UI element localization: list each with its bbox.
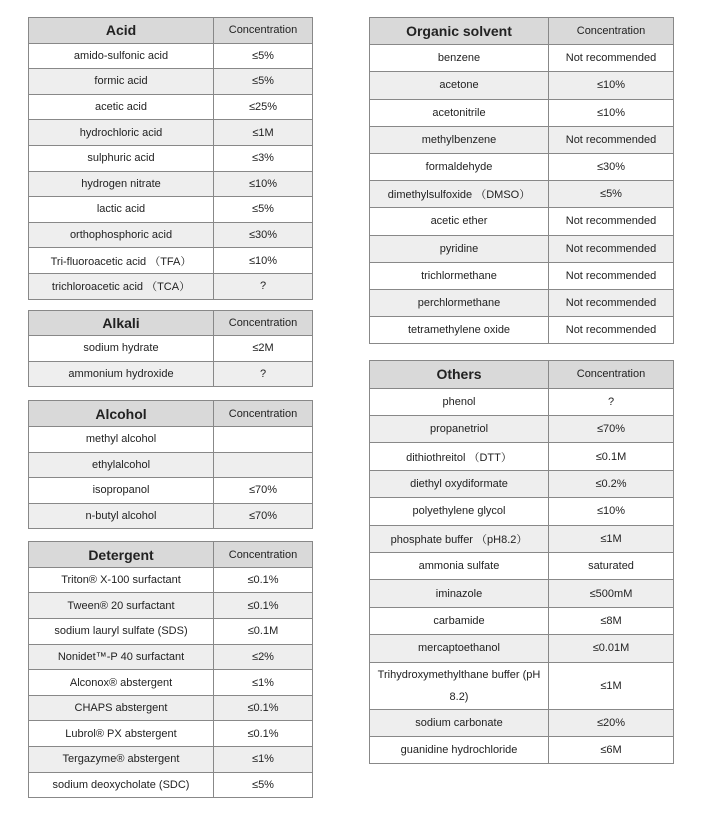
chemical-name: ethylalcohol	[29, 452, 214, 478]
chemical-name: sodium carbonate	[370, 709, 549, 736]
table-row	[370, 443, 674, 470]
table-row	[29, 721, 313, 747]
table-row	[370, 498, 674, 525]
chemical-name: phenol	[370, 388, 549, 415]
chemical-name: sodium deoxycholate (SDC)	[29, 772, 214, 798]
chemical-name: sulphuric acid	[29, 145, 214, 171]
table-row	[29, 361, 313, 387]
chemical-name: guanidine hydrochloride	[370, 736, 549, 763]
chemical-name: dithiothreitol （DTT）	[370, 443, 549, 470]
concentration-value	[214, 452, 313, 478]
concentration-value: ≤0.1%	[214, 593, 313, 619]
chemical-name: hydrochloric acid	[29, 120, 214, 146]
concentration-value: ≤20%	[549, 709, 674, 736]
table-row	[29, 772, 313, 798]
concentration-value: ≤10%	[214, 248, 313, 274]
chemical-name: CHAPS abstergent	[29, 695, 214, 721]
table-row	[29, 567, 313, 593]
concentration-value: Not recommended	[549, 289, 674, 316]
table-title: Detergent	[29, 542, 214, 568]
chemical-name: ammonium hydroxide	[29, 361, 214, 387]
alcohol-table	[28, 400, 313, 529]
organic-solvent-table	[369, 17, 674, 344]
concentration-value: ≤5%	[214, 43, 313, 69]
chemical-name: sodium hydrate	[29, 336, 214, 362]
chemical-name: formaldehyde	[370, 153, 549, 180]
chemical-name: methylbenzene	[370, 126, 549, 153]
table-row	[29, 336, 313, 362]
chemical-name: Tergazyme® abstergent	[29, 747, 214, 773]
chemical-name: Trihydroxymethylthane buffer (pH 8.2)	[370, 662, 549, 709]
table-row	[29, 171, 313, 197]
chemical-name: Triton® X-100 surfactant	[29, 567, 214, 593]
concentration-value: ≤0.2%	[549, 470, 674, 497]
table-row	[370, 208, 674, 235]
concentration-value: ≤6M	[549, 736, 674, 763]
chemical-name: propanetriol	[370, 416, 549, 443]
table-row	[370, 235, 674, 262]
chemical-name: lactic acid	[29, 197, 214, 223]
concentration-value: ≤0.1%	[214, 567, 313, 593]
column-header-concentration: Concentration	[549, 18, 674, 45]
table-row	[370, 181, 674, 208]
table-row	[29, 503, 313, 529]
chemical-name: Tri-fluoroacetic acid （TFA）	[29, 248, 214, 274]
chemical-name: trichlormethane	[370, 262, 549, 289]
concentration-value: ?	[214, 361, 313, 387]
table-row	[29, 426, 313, 452]
table-row	[29, 120, 313, 146]
table-row	[29, 747, 313, 773]
column-header-concentration: Concentration	[214, 401, 313, 427]
table-row	[29, 478, 313, 504]
table-title: Acid	[29, 18, 214, 44]
table-row	[370, 126, 674, 153]
concentration-value: Not recommended	[549, 126, 674, 153]
table-row	[370, 153, 674, 180]
concentration-value: ≤70%	[214, 478, 313, 504]
table-row	[370, 662, 674, 709]
alkali-table	[28, 310, 313, 388]
left-column	[28, 17, 313, 807]
table-row	[370, 552, 674, 579]
concentration-value: ≤0.1%	[214, 721, 313, 747]
table-row	[29, 222, 313, 248]
chemical-name: orthophosphoric acid	[29, 222, 214, 248]
column-header-concentration: Concentration	[214, 310, 313, 336]
concentration-value: ≤30%	[214, 222, 313, 248]
table-row	[29, 43, 313, 69]
concentration-value: ?	[549, 388, 674, 415]
acid-table	[28, 17, 313, 300]
table-row	[29, 452, 313, 478]
table-row	[29, 145, 313, 171]
chemical-name: benzene	[370, 45, 549, 72]
table-row	[370, 709, 674, 736]
chemical-name: diethyl oxydiformate	[370, 470, 549, 497]
table-row	[29, 670, 313, 696]
concentration-value: ≤70%	[549, 416, 674, 443]
concentration-value: Not recommended	[549, 45, 674, 72]
table-row	[370, 388, 674, 415]
concentration-value: Not recommended	[549, 317, 674, 344]
table-row	[370, 45, 674, 72]
concentration-value: ≤0.1M	[214, 619, 313, 645]
table-row	[29, 619, 313, 645]
concentration-value: ≤25%	[214, 94, 313, 120]
table-row	[370, 416, 674, 443]
chemical-name: Alconox® abstergent	[29, 670, 214, 696]
chemical-name: formic acid	[29, 69, 214, 95]
chemical-name: perchlormethane	[370, 289, 549, 316]
table-row	[370, 736, 674, 763]
others-table	[369, 360, 674, 764]
chemical-name: phosphate buffer （pH8.2）	[370, 525, 549, 552]
concentration-value: ≤1%	[214, 747, 313, 773]
table-row	[29, 695, 313, 721]
table-title: Alcohol	[29, 401, 214, 427]
chemical-name: amido-sulfonic acid	[29, 43, 214, 69]
column-header-concentration: Concentration	[549, 361, 674, 388]
table-title: Others	[370, 361, 549, 388]
chemical-name: polyethylene glycol	[370, 498, 549, 525]
table-row	[370, 607, 674, 634]
column-header-concentration: Concentration	[214, 18, 313, 44]
concentration-value: ≤70%	[214, 503, 313, 529]
chemical-name: sodium lauryl sulfate (SDS)	[29, 619, 214, 645]
chemical-name: ammonia sulfate	[370, 552, 549, 579]
concentration-value: Not recommended	[549, 208, 674, 235]
concentration-value: ≤5%	[549, 181, 674, 208]
table-row	[370, 470, 674, 497]
table-row	[370, 525, 674, 552]
chemical-name: methyl alcohol	[29, 426, 214, 452]
chemical-name: acetic acid	[29, 94, 214, 120]
table-row	[370, 99, 674, 126]
detergent-table	[28, 541, 313, 798]
table-row	[370, 262, 674, 289]
chemical-name: dimethylsulfoxide （DMSO）	[370, 181, 549, 208]
table-title: Organic solvent	[370, 18, 549, 45]
chemical-name: hydrogen nitrate	[29, 171, 214, 197]
concentration-value: ≤1M	[549, 662, 674, 709]
concentration-value: ≤5%	[214, 772, 313, 798]
table-row	[370, 635, 674, 662]
table-row	[29, 197, 313, 223]
chemical-name: iminazole	[370, 580, 549, 607]
table-row	[370, 289, 674, 316]
concentration-value: Not recommended	[549, 235, 674, 262]
table-row	[370, 580, 674, 607]
chemical-name: trichloroacetic acid （TCA）	[29, 273, 214, 299]
table-row	[29, 593, 313, 619]
concentration-value: ≤500mM	[549, 580, 674, 607]
concentration-value: ≤1M	[214, 120, 313, 146]
concentration-value: ≤3%	[214, 145, 313, 171]
chemical-name: pyridine	[370, 235, 549, 262]
table-row	[29, 94, 313, 120]
chemical-name: acetonitrile	[370, 99, 549, 126]
concentration-value	[214, 426, 313, 452]
table-row	[370, 72, 674, 99]
concentration-value: ≤10%	[549, 498, 674, 525]
chemical-name: Nonidet™-P 40 surfactant	[29, 644, 214, 670]
concentration-value: ≤30%	[549, 153, 674, 180]
chemical-name: acetone	[370, 72, 549, 99]
chemical-name: carbamide	[370, 607, 549, 634]
concentration-value: ≤5%	[214, 69, 313, 95]
concentration-value: ≤1%	[214, 670, 313, 696]
concentration-value: ≤2M	[214, 336, 313, 362]
table-row	[29, 69, 313, 95]
table-row	[29, 248, 313, 274]
chemical-name: Tween® 20 surfactant	[29, 593, 214, 619]
concentration-value: ≤10%	[549, 99, 674, 126]
concentration-value: ≤0.1%	[214, 695, 313, 721]
table-row	[370, 317, 674, 344]
concentration-value: ≤10%	[549, 72, 674, 99]
concentration-value: ≤5%	[214, 197, 313, 223]
concentration-value: ≤8M	[549, 607, 674, 634]
chemical-name: isopropanol	[29, 478, 214, 504]
concentration-value: Not recommended	[549, 262, 674, 289]
table-row	[29, 644, 313, 670]
chemical-name: Lubrol® PX abstergent	[29, 721, 214, 747]
chemical-name: tetramethylene oxide	[370, 317, 549, 344]
chemical-name: acetic ether	[370, 208, 549, 235]
concentration-value: saturated	[549, 552, 674, 579]
column-header-concentration: Concentration	[214, 542, 313, 568]
chemical-name: mercaptoethanol	[370, 635, 549, 662]
right-column	[369, 17, 674, 773]
concentration-value: ≤1M	[549, 525, 674, 552]
concentration-value: ≤0.01M	[549, 635, 674, 662]
chemical-name: n-butyl alcohol	[29, 503, 214, 529]
table-row	[29, 273, 313, 299]
concentration-value: ≤0.1M	[549, 443, 674, 470]
concentration-value: ≤2%	[214, 644, 313, 670]
concentration-value: ?	[214, 273, 313, 299]
concentration-value: ≤10%	[214, 171, 313, 197]
table-title: Alkali	[29, 310, 214, 336]
